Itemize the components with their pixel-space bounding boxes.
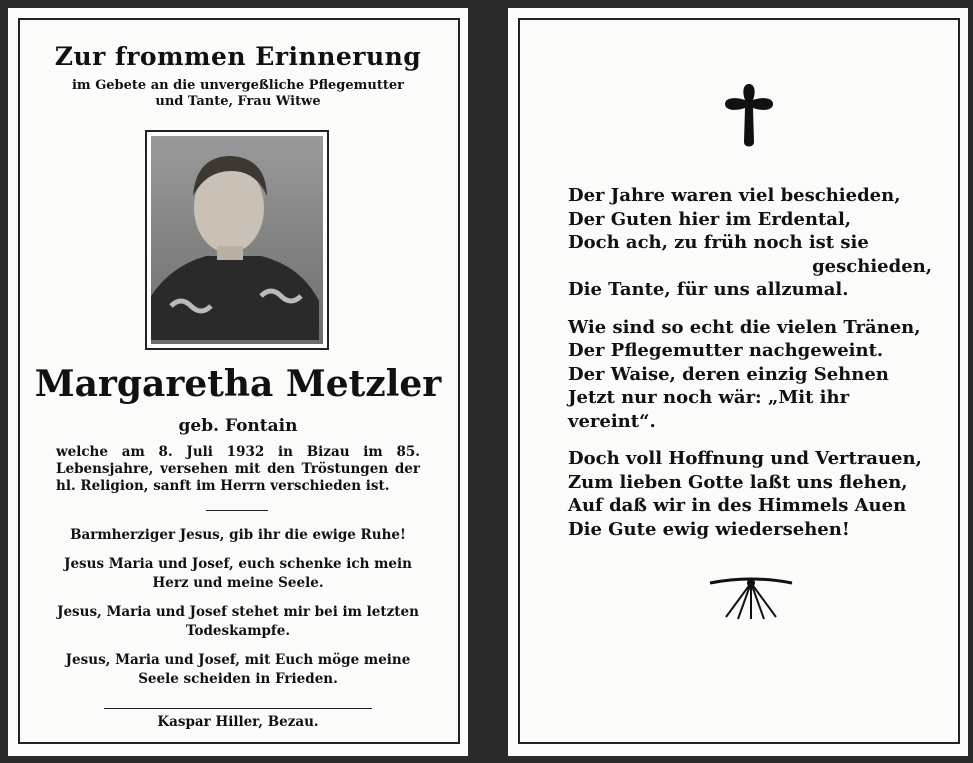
poem-line: Doch ach, zu früh noch ist sie <box>568 232 869 253</box>
poem <box>568 184 932 555</box>
subtitle-line: und Tante, Frau Witwe <box>155 94 321 109</box>
portrait-photo <box>145 130 329 350</box>
poem-line: Wie sind so echt die vielen Tränen, <box>568 316 921 338</box>
cross-icon <box>722 82 776 148</box>
birth-name: geb. Fontain <box>178 416 298 436</box>
poem-line: Der Waise, deren einzig Sehnen <box>568 363 889 385</box>
deceased-name: Margaretha Metzler <box>34 363 442 405</box>
divider <box>104 708 372 709</box>
memorial-card-front <box>8 8 468 756</box>
stanza <box>568 184 932 302</box>
prayer: Jesus, Maria und Josef stehet mir bei im letzten Todeskampfe. <box>57 603 419 639</box>
subtitle-line: im Gebete an die unvergeßliche Pflegemutter <box>71 78 405 93</box>
prayer: Jesus Maria und Josef, euch schenke ich mein Herz und meine Seele. <box>64 555 412 591</box>
stanza <box>568 447 932 541</box>
poem-line: Die Tante, für uns allzumal. <box>568 279 849 300</box>
poem-line: Der Pflegemutter nachgeweint. <box>568 340 884 361</box>
poem-line: Doch voll Hoffnung und Vertrauen, <box>568 448 922 469</box>
divider <box>206 510 268 511</box>
poem-line: Jetzt nur noch wär: „Mit ihr vereint“. <box>568 387 850 432</box>
printer-credit: Kaspar Hiller, Bezau. <box>157 714 319 730</box>
prayer: Jesus, Maria und Josef, mit Euch möge meine Seele scheiden in Frieden. <box>65 651 411 687</box>
death-notice: welche am 8. Juli 1932 in Bizau im 85. Lebensjahre, versehen mit den Tröstungen der hl. Religion, sanft im Herrn verschieden ist. <box>56 444 420 494</box>
poem-line: geschieden, <box>812 255 932 277</box>
poem-line: Die Gute ewig wiedersehen! <box>568 518 850 540</box>
portrait-figure <box>151 136 319 340</box>
poem-line: Der Guten hier im Erdental, <box>568 208 852 230</box>
card-title: Zur frommen Erinnerung <box>54 42 422 71</box>
poem-line: Der Jahre waren viel beschieden, <box>568 185 901 206</box>
stanza <box>568 316 932 434</box>
poem-line: Auf daß wir in des Himmels Auen <box>568 495 907 516</box>
poem-line: Zum lieben Gotte laßt uns flehen, <box>568 471 908 493</box>
prayers <box>48 526 428 699</box>
card-subtitle <box>8 78 468 110</box>
bow-ornament-icon <box>706 573 796 621</box>
prayer: Barmherziger Jesus, gib ihr die ewige Ruhe! <box>70 527 406 543</box>
memorial-card-back <box>508 8 968 756</box>
